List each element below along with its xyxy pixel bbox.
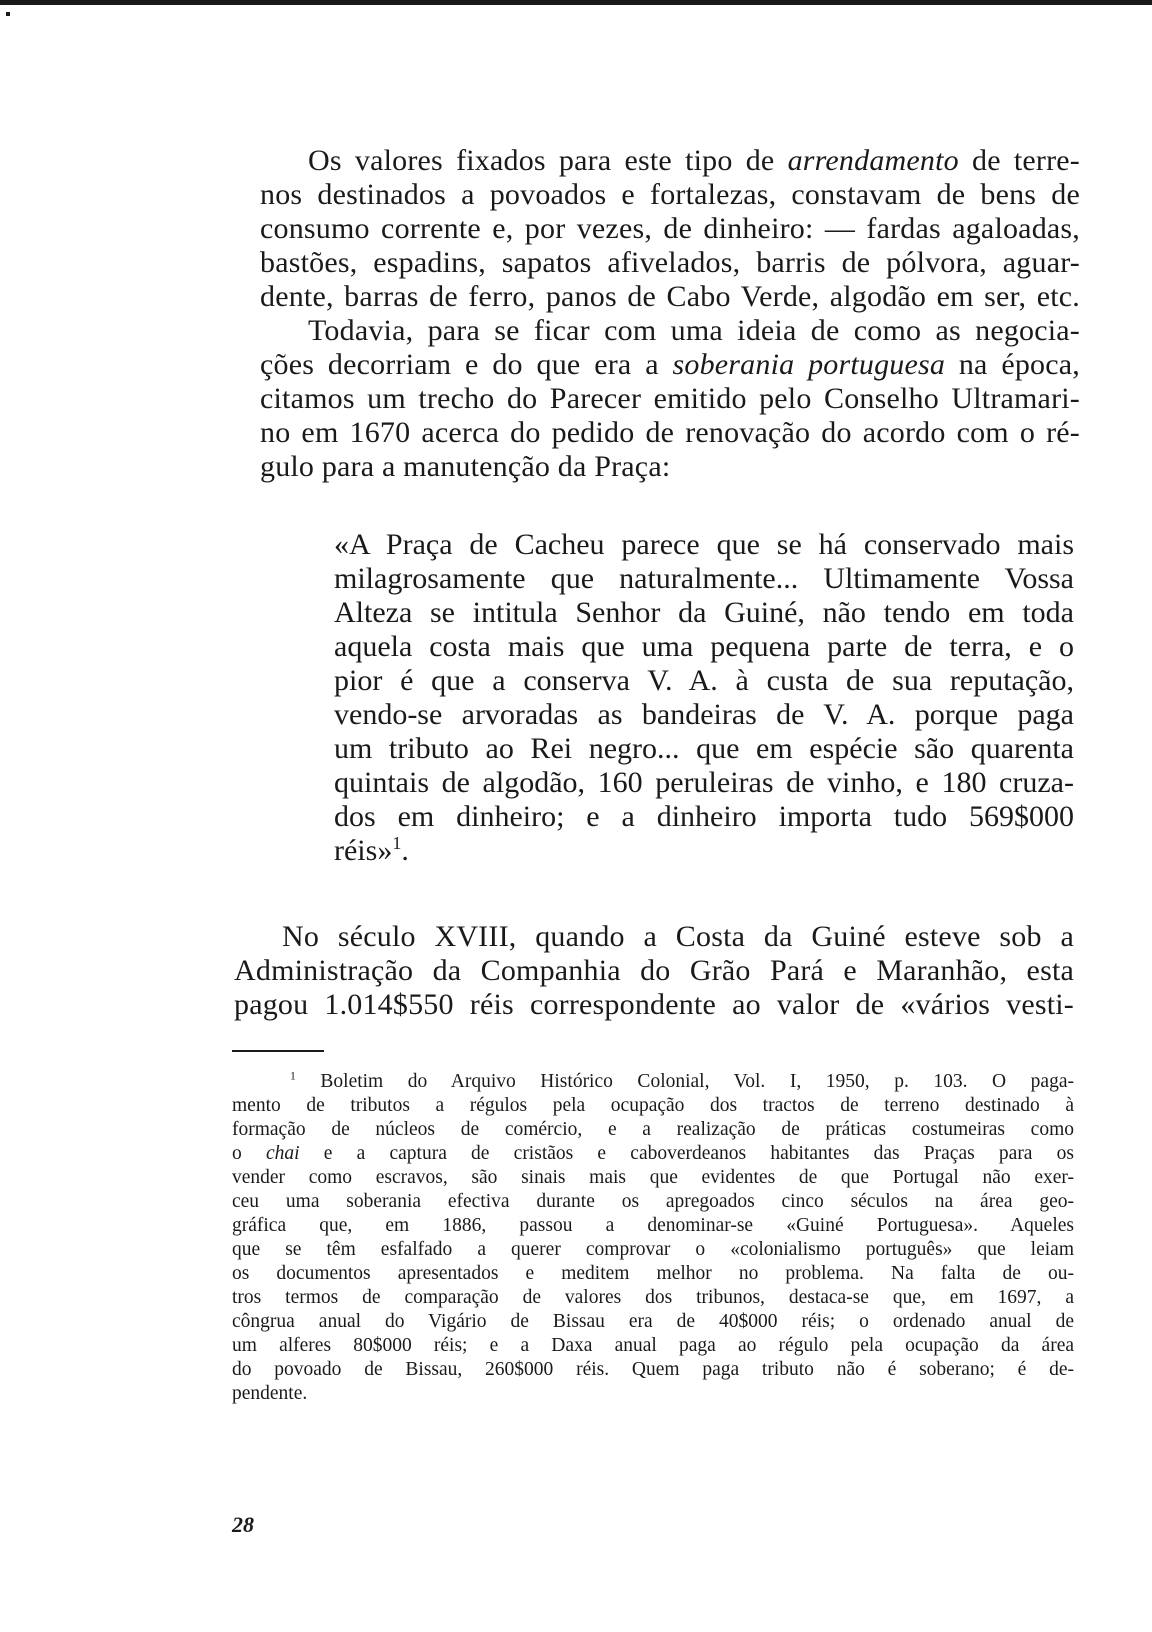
footnote-line: ceu uma soberania efectiva durante os apregoados cinco séculos na área geo- (232, 1191, 1074, 1212)
footnote-separator (232, 1050, 324, 1052)
footnote-line: tros termos de comparação de valores dos tribunos, destaca-se que, em 1697, a (232, 1287, 1074, 1308)
quote-line: «A Praça de Cacheu parece que se há conservado mais (334, 528, 1074, 561)
body-line: No século XVIII, quando a Costa da Guiné esteve sob a (282, 920, 1074, 953)
body-line: consumo corrente e, por vezes, de dinheiro: — fardas agaloadas, (260, 212, 1080, 245)
body-line: ções decorriam e do que era a soberania portuguesa na época, (260, 348, 1080, 381)
quote-line: réis»$^1$. (334, 833, 409, 867)
quote-line: Alteza se intitula Senhor da Guiné, não tendo em toda (334, 596, 1074, 629)
body-line: bastões, espadins, sapatos afivelados, barris de pólvora, aguar- (260, 246, 1080, 279)
quote-line: vendo-se arvoradas as bandeiras de V. A. porque paga (334, 698, 1074, 731)
body-line: citamos um trecho do Parecer emitido pelo Conselho Ultramari- (260, 382, 1080, 415)
quote-line: quintais de algodão, 160 peruleiras de vinho, e 180 cruza- (334, 766, 1074, 799)
footnote-line: formação de núcleos de comércio, e a realização de práticas costumeiras como (232, 1119, 1074, 1140)
body-line: nos destinados a povoados e fortalezas, constavam de bens de (260, 178, 1080, 211)
quote-line: dos em dinheiro; e a dinheiro importa tudo 569$000 (334, 800, 1074, 833)
footnote-line: vender como escravos, são sinais mais que evidentes de que Portugal não exer- (232, 1167, 1074, 1188)
quote-line: milagrosamente que naturalmente... Ultimamente Vossa (334, 562, 1074, 595)
footnote-line: gráfica que, em 1886, passou a denominar-se «Guiné Portuguesa». Aqueles (232, 1215, 1074, 1236)
footnote-line: côngrua anual do Vigário de Bissau era de 40$000 réis; o ordenado anual de (232, 1311, 1074, 1332)
quote-line: aquela costa mais que uma pequena parte de terra, e o (334, 630, 1074, 663)
footnote-line: os documentos apresentados e meditem melhor no problema. Na falta de ou- (232, 1263, 1074, 1284)
footnote-line: $^1$ Boletim do Arquivo Histórico Colonial, Vol. I, 1950, p. 103. O paga- (290, 1069, 1074, 1092)
footnote-reference: 1 (392, 833, 402, 853)
footnote-line: pendente. (232, 1383, 308, 1404)
body-line: dente, barras de ferro, panos de Cabo Verde, algodão em ser, etc. (260, 280, 1080, 313)
quote-line: um tributo ao Rei negro... que em espécie são quarenta (334, 732, 1074, 765)
body-line: pagou 1.014$550 réis correspondente ao valor de «vários vesti- (234, 988, 1074, 1021)
footnote-line: do povoado de Bissau, 260$000 réis. Quem paga tributo não é soberano; é de- (232, 1359, 1074, 1380)
body-line: Administração da Companhia do Grão Pará e Maranhão, esta (234, 954, 1074, 987)
body-line: Os valores fixados para este tipo de arrendamento de terre- (308, 144, 1080, 177)
body-line: Todavia, para se ficar com uma ideia de como as negocia- (308, 314, 1080, 347)
footnote-line: que se têm esfalfado a querer comprovar o «colonialismo português» que leiam (232, 1239, 1074, 1260)
footnote-line: mento de tributos a régulos pela ocupação dos tractos de terreno destinado à (232, 1095, 1074, 1116)
footnote-marker: 1 (290, 1069, 296, 1083)
body-line: no em 1670 acerca do pedido de renovação do acordo com o ré- (260, 416, 1080, 449)
quote-line: pior é que a conserva V. A. à custa de sua reputação, (334, 664, 1074, 697)
body-line: gulo para a manutenção da Praça: (260, 450, 671, 483)
footnote-line: o chai e a captura de cristãos e caboverdeanos habitantes das Praças para os (232, 1143, 1075, 1164)
page-number: 28 (232, 1512, 254, 1537)
footnote-line: um alferes 80$000 réis; e a Daxa anual paga ao régulo pela ocupação da área (232, 1335, 1074, 1356)
